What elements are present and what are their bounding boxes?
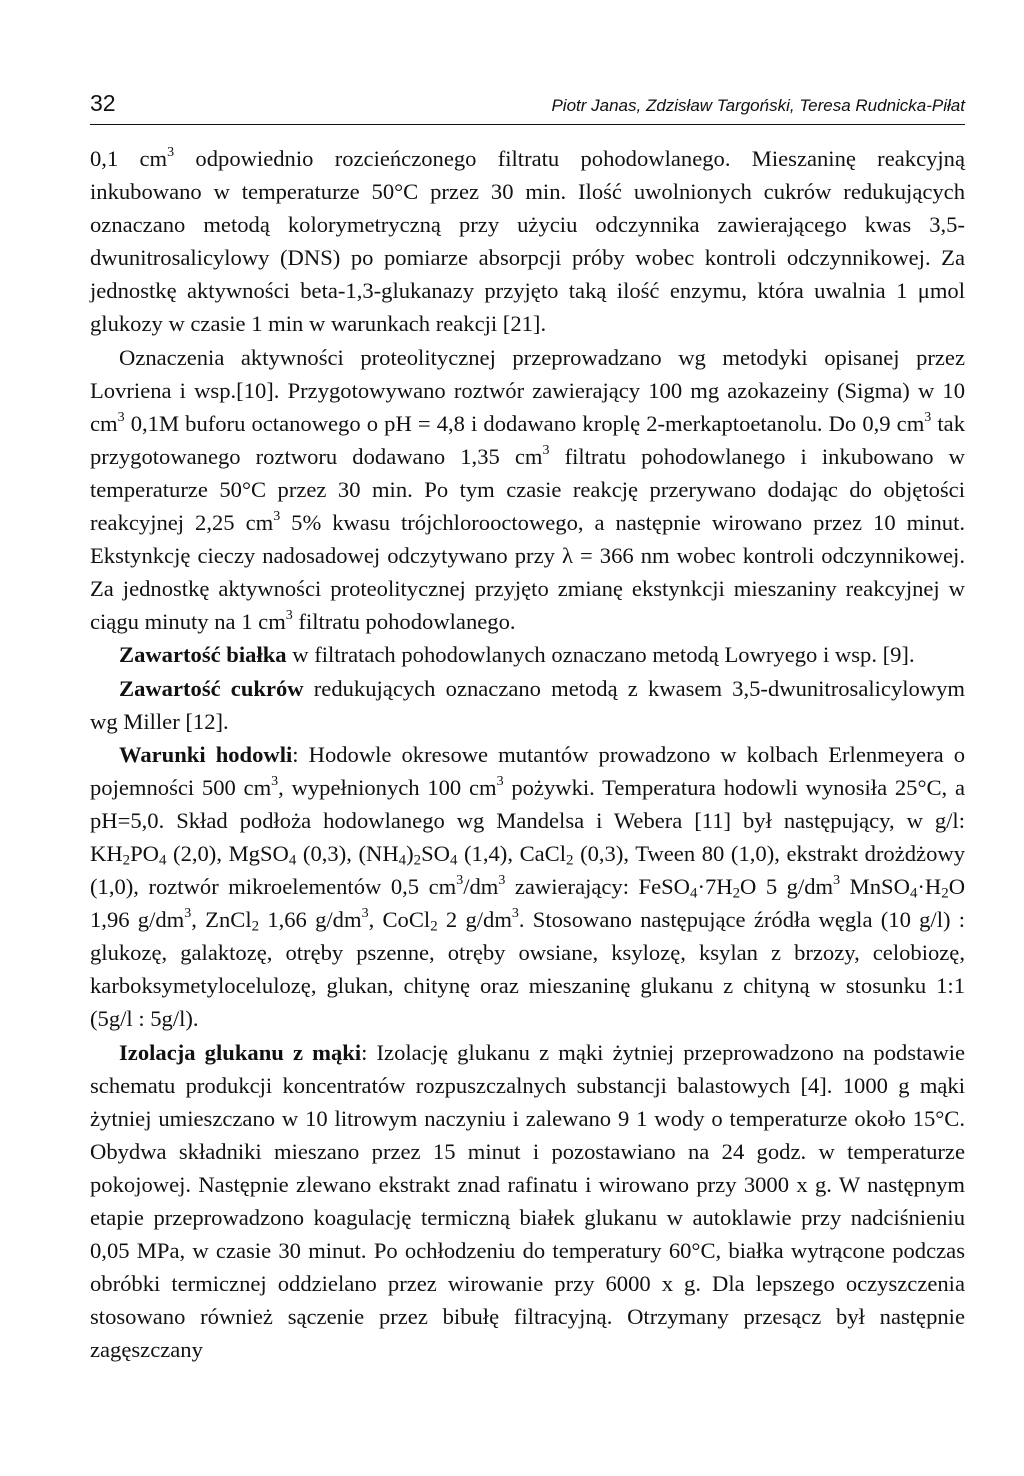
text-run: (1,4), CaCl <box>457 840 567 866</box>
text-run: : Hodowle okresowe mutantów prowadzono w kolbach Erlenmeyera o pojemności 500 cm <box>90 741 965 800</box>
subscript: 2 <box>413 852 422 869</box>
paragraph-reducing-sugars <box>90 672 965 738</box>
superscript: 3 <box>511 906 519 922</box>
text-run: filtratu pohodowlanego i inkubowano w temperaturze 50°C przez 30 min. Po tym czasie reakcję przerywano dodając do objętości reakcyjnej 2,25 cm <box>90 443 966 536</box>
paragraph-proteolytic-activity <box>90 341 965 639</box>
paragraph-culture-conditions <box>90 738 965 1036</box>
text-run: pożywki. Temperatura hodowli wynosiła 25°C, a pH=5,0. Skład podłoża hodowlanego wg Mandelsa i Webera [11] był następujący, w g/l: KH <box>90 774 965 866</box>
text-run: : Izolację glukanu z mąki żytniej przeprowadzono na podstawie schematu produkcji koncentratów rozpuszczalnych substancji balastowych [4]. 1000 g mąki żytniej umieszczano w 10 litrowym naczyniu i zalewano 9 1 wody o temperaturze około 15°C. Obydwa składniki mieszano przez 15 minut i pozostawiano na 24 godz. w temperaturze pokojowej. Następnie zlewano ekstrakt znad rafinatu i wirowano przy 3000 x g. W następnym etapie przeprowadzono koagulację termiczną białek glukanu w autoklawie przy nadciśnieniu 0,05 MPa, w czasie 30 minut. Po ochłodzeniu do temperatury 60°C, białka wytrącone podczas obróbki termicznej oddzielano przez wirowanie przy 6000 x g. Dla lepszego oczyszczenia stosowano również sączenie przez bibułę filtracyjną. Otrzymany przesącz był następnie zagęszczany <box>90 1039 966 1363</box>
text-run: 5% kwasu trójchlorooctowego, a następnie wirowano przez 10 minut. Ekstynkcję cieczy nadosadowej odczytywano przy λ = 366 nm wobec kontroli odczynnikowej. Za jednostkę aktywności proteolitycznej przyjęto zmianę ekstynkcji mieszaniny reakcyjnej w ciągu minuty na 1 cm <box>90 510 965 635</box>
superscript: 3 <box>167 145 175 161</box>
subscript: 2 <box>732 885 741 902</box>
superscript: 3 <box>271 773 279 789</box>
subscript: 2 <box>430 918 438 935</box>
text-run: , CoCl <box>368 907 431 933</box>
text-run: 1,66 g/dm <box>259 907 362 933</box>
section-lead-bold: Zawartość białka <box>119 642 287 668</box>
subscript: 4 <box>288 852 297 869</box>
text-run: ·H <box>917 874 942 900</box>
text-run: , wypełnionych 100 cm <box>278 774 497 800</box>
running-header <box>90 88 965 125</box>
section-lead-bold: Warunki hodowli <box>119 741 293 767</box>
superscript: 3 <box>184 906 192 922</box>
text-run: , ZnCl <box>191 907 252 933</box>
text-run: (0,3), Tween 80 (1,0), ekstrakt drożdżowy (1,0), roztwór mikroelementów 0,5 cm <box>90 840 965 900</box>
paragraph-glucan-isolation <box>90 1036 965 1367</box>
text-run: O 1,96 g/dm <box>90 874 966 933</box>
paragraph-protein-content <box>90 638 965 671</box>
text-run: 2 g/dm <box>437 907 512 933</box>
text-run: . Stosowano następujące źródła węgla (10 g/l) : glukozę, galaktozę, otręby pszenne, otręby owsiane, ksylozę, ksylan z brzozy, celobiozę, karboksymetylocelulozę, glukan, chitynę oraz mieszaninę glukanu z chityną w stosunku 1:1 (5g/l : 5g/l). <box>90 907 966 1032</box>
superscript: 3 <box>833 873 841 889</box>
superscript: 3 <box>498 873 506 889</box>
text-run: O 5 g/dm <box>740 874 834 900</box>
subscript: 4 <box>690 885 698 902</box>
text-run: /dm <box>463 874 499 900</box>
text-run: ) <box>406 840 414 866</box>
superscript: 3 <box>456 873 464 889</box>
text-run: odpowiednio rozcieńczonego filtratu pohodowlanego. Mieszaninę reakcyjną inkubowano w temperaturze 50°C przez 30 min. Ilość uwolnionych cukrów redukujących oznaczano metodą kolorymetryczną przy użyciu odczynnika zawierającego kwas 3,5-dwunitrosalicylowy (DNS) po pomiarze absorpcji próby wobec kontroli odczynnikowej. Za jednostkę aktywności beta-1,3-glukanazy przyjęto taką ilość enzymu, która uwalnia 1 μmol glukozy w czasie 1 min w warunkach reakcji [21]. <box>90 146 965 337</box>
text-run: filtratu pohodowlanego. <box>292 609 516 635</box>
section-lead-bold: Zawartość cukrów <box>119 675 304 701</box>
superscript: 3 <box>924 409 932 425</box>
subscript: 2 <box>122 852 131 869</box>
subscript: 4 <box>158 852 167 869</box>
paragraph-glucanase-assay <box>90 142 965 341</box>
text-run: MnSO <box>840 874 910 900</box>
text-run: zawierający: FeSO <box>505 874 690 900</box>
subscript: 2 <box>941 885 949 902</box>
text-run: w filtratach pohodowlanych oznaczano metodą Lowryego i wsp. [9]. <box>286 642 915 668</box>
superscript: 3 <box>273 509 281 525</box>
subscript: 4 <box>909 885 918 902</box>
text-run: 0,1M buforu octanowego o pH = 4,8 i dodawano kroplę 2-merkaptoetanolu. Do 0,9 cm <box>124 410 925 436</box>
text-run: PO <box>130 840 159 866</box>
text-run: tak przygotowanego roztworu dodawano 1,35 cm <box>90 410 965 469</box>
subscript: 4 <box>398 852 407 869</box>
running-header-authors: Piotr Janas, Zdzisław Targoński, Teresa Rudnicka-Piłat <box>551 96 965 115</box>
text-run: (2,0), MgSO <box>166 840 289 866</box>
subscript: 2 <box>251 918 260 935</box>
superscript: 3 <box>361 906 369 922</box>
subscript: 4 <box>449 852 458 869</box>
text-run: Oznaczenia aktywności proteolitycznej przeprowadzano wg metodyki opisanej przez Lovriena i wsp.[10]. Przygotowywano roztwór zawierający 100 mg azokazeiny (Sigma) w 10 cm <box>90 344 965 436</box>
superscript: 3 <box>496 773 504 789</box>
page-number: 32 <box>90 90 116 116</box>
text-run: 0,1 cm <box>90 146 168 171</box>
superscript: 3 <box>285 608 293 624</box>
subscript: 2 <box>566 852 574 869</box>
text-run: (0,3), (NH <box>296 840 399 866</box>
section-lead-bold: Izolacja glukanu z mąki <box>119 1039 362 1065</box>
text-run: redukujących oznaczano metodą z kwasem 3,5-dwunitrosalicylowym wg Miller [12]. <box>90 675 965 734</box>
superscript: 3 <box>117 409 125 425</box>
text-run: SO <box>421 840 450 866</box>
superscript: 3 <box>542 443 550 459</box>
text-run: ·7H <box>697 874 733 900</box>
article-body <box>90 142 965 1366</box>
